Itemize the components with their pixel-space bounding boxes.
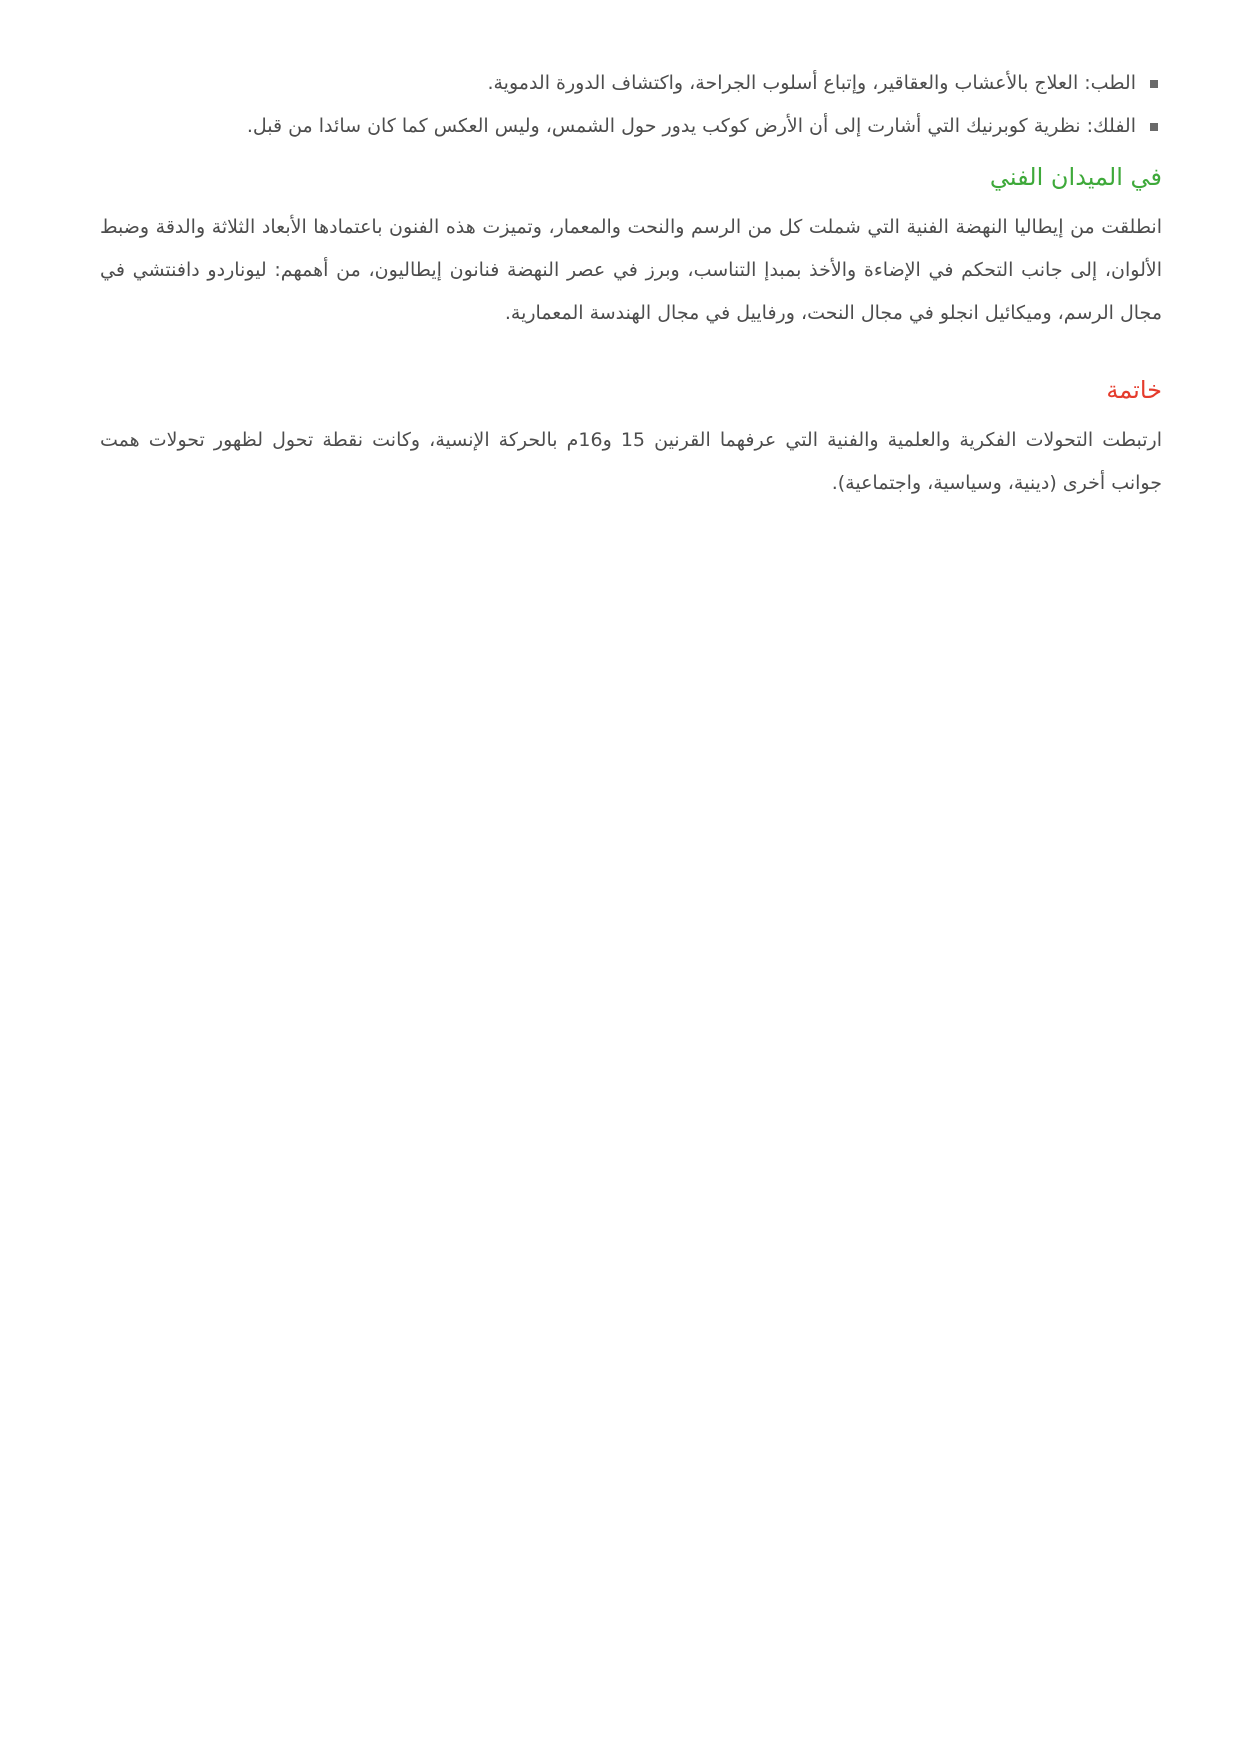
- conclusion-paragraph: ارتبطت التحولات الفكرية والعلمية والفنية التي عرفهما القرنين 15 و16م بالحركة الإنسية، وكانت نقطة تحول لظهور تحولات همت جوانب أخرى (دينية، وسياسية، واجتماعية).: [100, 429, 1162, 494]
- list-item: [100, 62, 1162, 105]
- conclusion-heading: خاتمة: [1106, 376, 1162, 404]
- square-bullet-icon: [1150, 80, 1158, 88]
- document-page: [100, 62, 1162, 505]
- square-bullet-icon: [1150, 123, 1158, 131]
- bullet-list: [100, 62, 1162, 148]
- art-section-paragraph: انطلقت من إيطاليا النهضة الفنية التي شملت كل من الرسم والنحت والمعمار، وتميزت هذه الفنون باعتمادها الأبعاد الثلاثة والدقة وضبط الألوان، إلى جانب التحكم في الإضاءة والأخذ بمبدإ التناسب، وبرز في عصر النهضة فنانون إيطاليون، من أهمهم: ليوناردو دافنتشي في مجال الرسم، وميكائيل انجلو في مجال النحت، ورفاييل في مجال الهندسة المعمارية.: [100, 216, 1162, 324]
- list-item-text: الفلك: نظرية كوبرنيك التي أشارت إلى أن الأرض كوكب يدور حول الشمس، وليس العكس كما كان سائدا من قبل.: [246, 115, 1136, 137]
- art-section-heading: في الميدان الفني: [989, 163, 1162, 191]
- list-item-text: الطب: العلاج بالأعشاب والعقاقير، وإتباع أسلوب الجراحة، واكتشاف الدورة الدموية.: [487, 72, 1136, 94]
- list-item: [100, 105, 1162, 148]
